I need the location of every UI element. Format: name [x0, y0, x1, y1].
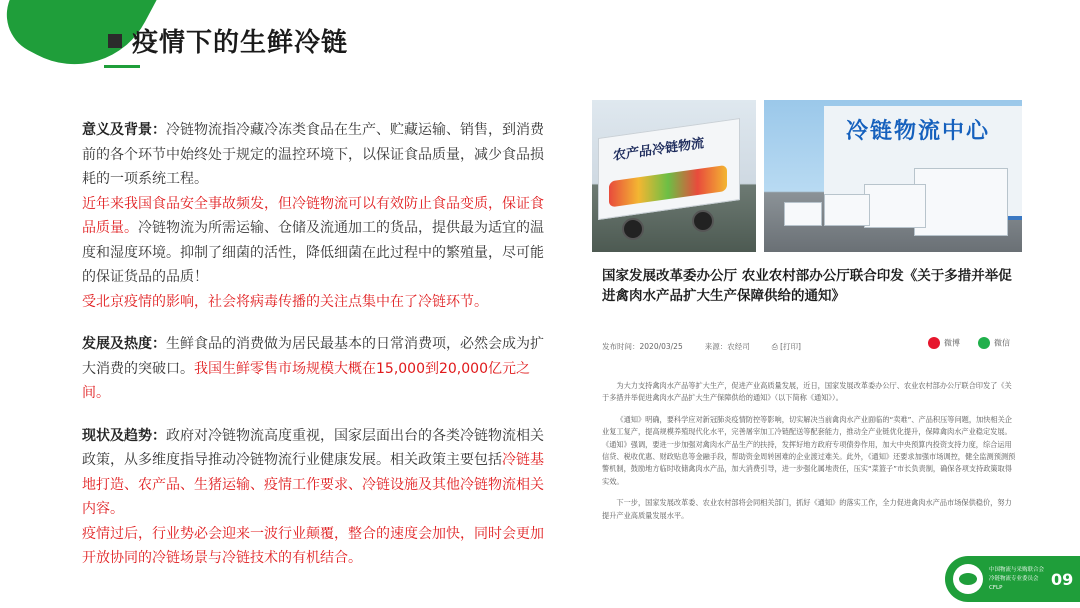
content-text — [82, 118, 546, 589]
trend-text: 政府对冷链物流高度重视，国家层面出台的各类冷链物流相关政策，从多维度指导推动冷链物流行业健康发展。相关政策主要包括 — [82, 427, 544, 468]
page-number: 09 — [1051, 569, 1074, 589]
van-graphic — [864, 184, 926, 228]
background-text-2: 冷链物流为所需运输、仓储及流通加工的货品，提供最为适宜的温度和湿度环境。抑制了细菌的活性，降低细菌在此过程中的繁殖量，尽可能的保证货品的品质！ — [82, 220, 544, 285]
title-bullet-icon — [108, 34, 122, 48]
printer-icon: ⎙ — [771, 342, 778, 351]
van-graphic — [914, 168, 1008, 236]
development-text: 生鲜食品的消费做为居民最基本的日常消费项，必然会成为扩大消费的突破口。 — [82, 336, 544, 377]
trend-label: 现状及趋势： — [82, 427, 166, 444]
trend-highlight-2: 疫情过后，行业势必会迎来一波行业颠覆，整合的速度会加快，同时会更加开放协同的冷链场景与冷链技术的有机结合。 — [82, 525, 544, 566]
print-link[interactable]: ⎙ [打印] — [771, 342, 801, 351]
weibo-icon — [928, 337, 940, 349]
article-title: 国家发展改革委办公厅 农业农村部办公厅联合印发《关于多措并举促进禽肉水产品扩大生产保障供给的通知》 — [602, 268, 1012, 304]
share-bar — [928, 337, 1010, 349]
background-highlight-2: 受北京疫情的影响，社会将病毒传播的关注点集中在了冷链环节。 — [82, 293, 488, 310]
footer-badge — [945, 556, 1080, 602]
truck-photo — [592, 100, 756, 252]
trend-paragraph — [82, 424, 546, 571]
vegetable-graphic — [609, 165, 727, 208]
background-label: 意义及背景： — [82, 122, 166, 138]
title-bar — [108, 22, 348, 59]
article-body — [602, 380, 1016, 531]
trend-highlight: 冷链基地打造、农产品、生猪运输、疫情工作要求、冷链设施及其他冷链物流相关内容。 — [82, 452, 544, 517]
org-name: 中国物流与采购联合会 冷链物流专业委员会 CFLP — [989, 566, 1045, 591]
background-highlight: 近年来我国食品安全事故频发，但冷链物流可以有效防止食品变质，保证食品质量。 — [82, 195, 544, 236]
background-paragraph — [82, 118, 546, 314]
title-underline — [104, 65, 140, 68]
share-wechat[interactable]: 微信 — [978, 337, 1010, 349]
truck-container — [598, 118, 740, 220]
publish-date: 发布时间：2020/03/25 — [602, 342, 683, 351]
article-paragraph: 为大力支持禽肉水产品等扩大生产，促进产业高质量发展，近日，国家发展改革委办公厅、农业农村部办公厅联合印发了《关于多措并举促进禽肉水产品扩大生产保障供给的通知》（以下简称《通知》）。 — [602, 381, 1012, 403]
building-sign: 冷链物流中心 — [846, 119, 991, 144]
news-article — [592, 252, 1022, 542]
article-source: 来源：农经司 — [704, 342, 750, 351]
wheel-icon — [622, 218, 644, 240]
truck-label: 农产品冷链物流 — [613, 136, 705, 164]
article-meta — [602, 341, 801, 352]
wechat-icon — [978, 337, 990, 349]
development-paragraph — [82, 332, 546, 406]
wheel-icon — [692, 210, 714, 232]
background-text: 冷链物流指冷藏冷冻类食品在生产、贮藏运输、销售，到消费前的各个环节中始终处于规定的温控环境下，以保证食品质量，减少食品损耗的一项系统工程。 — [82, 122, 544, 187]
logistics-center-photo — [764, 100, 1022, 252]
share-weibo[interactable]: 微博 — [928, 337, 960, 349]
van-graphic — [824, 194, 870, 226]
page-title: 疫情下的生鲜冷链 — [132, 28, 349, 58]
van-graphic — [784, 202, 822, 226]
article-paragraph: 《通知》明确，要科学应对新冠肺炎疫情防控等影响，切实解决当前禽肉水产业面临的“卖难”、产品积压等问题，加快相关企业复工复产，提高规模养殖现代化水平，完善屠宰加工冷链配送等配套能力，推动全产业链优化提升，保障禽肉水产业稳定发展。《通知》强调，要进一步加强对禽肉水产品生产的扶持，发挥好地方政府专项债券作用，加大中央预算内投资支持力度，综合运用信贷、税收优惠、财政贴息等金融手段，帮助资金周转困难的企业渡过难关。此外，《通知》还要求加强市场调控，健全监测预测预警机制，鼓励地方临时收储禽肉水产品，加大消费引导，进一步强化属地责任，压实“菜篮子”市长负责制，确保各项支持政策取得实效。 — [602, 414, 1016, 486]
article-paragraph: 下一步，国家发展改革委、农业农村部将会同相关部门，抓好《通知》的落实工作，全力促进禽肉水产品市场保供稳价，努力提升产业高质量发展水平。 — [602, 498, 1012, 520]
development-label: 发展及热度： — [82, 336, 166, 352]
development-highlight: 我国生鲜零售市场规模大概在15,000到20,000亿元之间。 — [82, 360, 530, 401]
cflp-logo-icon — [953, 564, 983, 594]
